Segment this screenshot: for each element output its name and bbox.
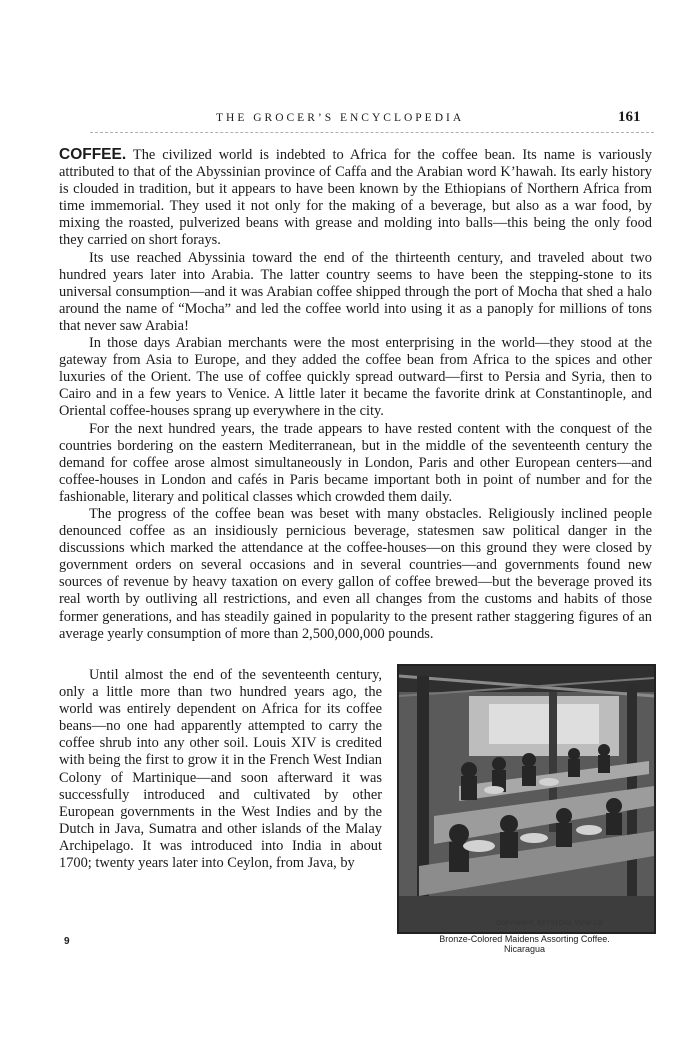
running-head bbox=[0, 109, 700, 132]
paragraph-1 bbox=[59, 146, 652, 250]
article-body bbox=[59, 146, 652, 643]
figure-caption bbox=[397, 934, 652, 954]
photo-credit: COPYRIGHT, KEYSTONE VIEW CO bbox=[496, 921, 603, 927]
caption-line-2: Nicaragua bbox=[503, 944, 546, 954]
article-heading: COFFEE. bbox=[59, 146, 127, 163]
paragraph-6: Until almost the end of the seventeenth century, only a little more than two hundred years ago, the world was entirely dependent on Africa for its coffee beans—no one had apparently attempted to carry the coffee shrub into any other soil. Louis XIV is credited with being the first to grow it in the French West Indian Colony of Martinique—and soon afterward it was successfully introduced and cultivated by other European governments in the West Indies and by the Dutch in Java, Sumatra and other islands of the Malay Archipelago. It was introduced into India in about 1700; twenty years later into Ceylon, from Java, by bbox=[59, 667, 382, 872]
paragraph-5: The progress of the coffee bean was beset with many obstacles. Religiously inclined people denounced coffee as an insidiously pernicious beverage, statesmen saw political danger in the discussions which marked the attendance at the coffee-houses—on this ground they were closed by government orders on several occasions and in several countries—and governments found new sources of revenue by heavy taxation on every gallon of coffee brewed—but the beverage proved its real worth by outliving all restrictions, and even all changes from the customs and habits of those former generations, and has steadily gained in popularity to the present rather staggering figures of an average yearly consumption of more than 2,500,000,000 pounds. bbox=[59, 505, 652, 642]
wrap-column bbox=[59, 667, 382, 872]
photo-illustration bbox=[399, 666, 654, 932]
header-rule bbox=[90, 132, 654, 133]
paragraph-2: Its use reached Abyssinia toward the end of the thirteenth century, and traveled about two hundred years later into Arabia. The latter country seems to have been the stepping-stone to its universal consumption—and it was Arabian coffee shipped through the port of Mocha that shed a halo around the name of “Mocha” and led the coffee world into using it as a panoply for millions of tons that never saw Arabia! bbox=[59, 249, 652, 334]
signature-mark: 9 bbox=[64, 936, 70, 947]
paragraph-3: In those days Arabian merchants were the most enterprising in the world—they stood at the gateway from Asia to Europe, and they added the coffee bean from Africa to the spices and other luxuries of the Orient. The use of coffee quickly spread outward—first to Persia and Syria, then to Cairo and in a few years to Venice. A little later it became the favorite drink at Constantinople, and Oriental coffee-houses sprang up everywhere in the city. bbox=[59, 335, 652, 420]
coffee-sorting-photo bbox=[397, 664, 656, 934]
paragraph-1-text: The civilized world is indebted to Africa for the coffee bean. Its name is variously attributed to that of the Abyssinian province of Caffa and the Arabian word K’hawah. Its early history is clouded in tradition, but it appears to have been known by the Ethiopians of Northern Africa from time immemorial. They used it not only for the making of a beverage, but also as a war food, by mixing the roasted, pulverized beans with grease and molding into balls—this being the only food they carried on short forays. bbox=[59, 147, 652, 249]
paragraph-4: For the next hundred years, the trade appears to have rested content with the conquest of the countries bordering on the eastern Mediterranean, but in the middle of the seventeenth century the demand for coffee arose almost simultaneously in London, Paris and other European centers—and coffee-houses in London and cafés in Paris became important both in point of number and for the fashionable, literary and political classes which crowded them daily. bbox=[59, 420, 652, 505]
running-title: THE GROCER’S ENCYCLOPEDIA bbox=[216, 112, 465, 124]
caption-line-1: Bronze-Colored Maidens Assorting Coffee. bbox=[439, 934, 610, 944]
page-number: 161 bbox=[618, 109, 641, 125]
